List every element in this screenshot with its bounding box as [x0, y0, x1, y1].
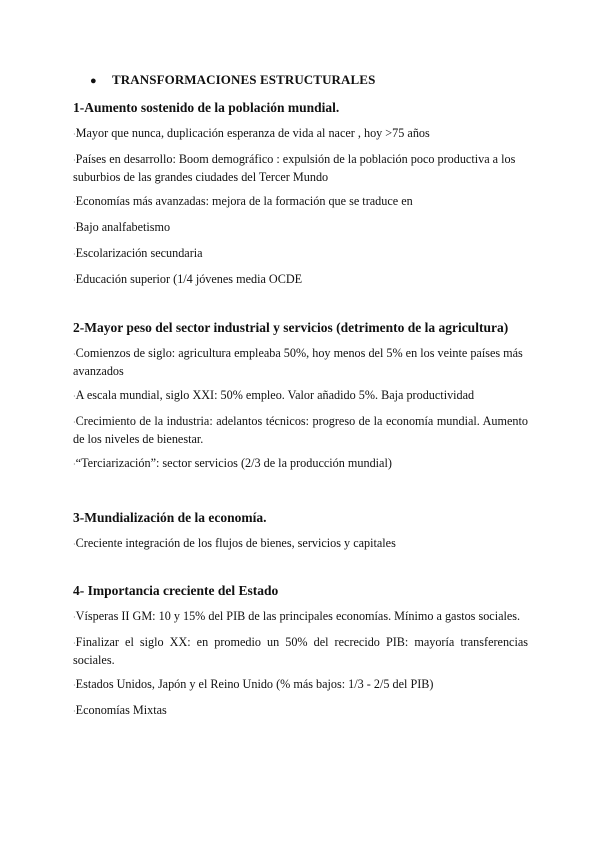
list-item	[73, 634, 528, 668]
item-text: A escala mundial, siglo XXI: 50% empleo. Valor añadido 5%. Baja productividad	[75, 388, 475, 402]
dot-icon: ·	[73, 156, 76, 165]
item-text: Comienzos de siglo: agricultura empleaba 50%, hoy menos del 5% en los veinte países más avanzados	[73, 346, 523, 378]
item-text: Estados Unidos, Japón y el Reino Unido (% más bajos: 1/3 - 2/5 del PIB)	[75, 677, 434, 691]
dot-icon: ·	[73, 707, 76, 716]
page-title	[90, 72, 375, 88]
list-item	[73, 193, 528, 211]
list-item	[73, 455, 528, 473]
dot-icon: ·	[73, 392, 76, 401]
list-item	[73, 608, 528, 626]
dot-icon: ·	[73, 418, 76, 427]
section-2	[73, 320, 528, 481]
list-item	[73, 413, 528, 447]
dot-icon: ·	[73, 639, 76, 648]
list-item	[73, 151, 528, 185]
dot-icon: ·	[73, 250, 76, 259]
section-3	[73, 510, 528, 561]
bullet-icon: ●	[90, 75, 97, 87]
list-item	[73, 245, 528, 263]
section-1	[73, 100, 528, 297]
list-item	[73, 219, 528, 237]
section-heading: 2-Mayor peso del sector industrial y servicios (detrimento de la agricultura)	[73, 320, 509, 335]
item-text: Creciente integración de los flujos de bienes, servicios y capitales	[75, 536, 396, 550]
item-text: Educación superior (1/4 jóvenes media OCDE	[75, 272, 303, 286]
item-text: Mayor que nunca, duplicación esperanza de vida al nacer , hoy >75 años	[75, 126, 430, 140]
list-item	[73, 702, 528, 720]
item-text: Escolarización secundaria	[75, 246, 203, 260]
dot-icon: ·	[73, 224, 76, 233]
list-item	[73, 345, 528, 379]
list-item	[73, 387, 528, 405]
item-text: Bajo analfabetismo	[75, 220, 171, 234]
item-text: Economías más avanzadas: mejora de la formación que se traduce en	[75, 194, 413, 208]
list-item	[73, 535, 528, 553]
list-item	[73, 271, 528, 289]
list-item	[73, 125, 528, 143]
section-heading: 1-Aumento sostenido de la población mundial.	[73, 100, 340, 115]
item-text: Economías Mixtas	[75, 703, 167, 717]
section-heading: 4- Importancia creciente del Estado	[73, 583, 279, 598]
section-heading: 3-Mundialización de la economía.	[73, 510, 267, 525]
item-text: Vísperas II GM: 10 y 15% del PIB de las principales economías. Mínimo a gastos sociales.	[75, 609, 521, 623]
dot-icon: ·	[73, 130, 76, 139]
list-item	[73, 676, 528, 694]
dot-icon: ·	[73, 198, 76, 207]
dot-icon: ·	[73, 681, 76, 690]
dot-icon: ·	[73, 276, 76, 285]
dot-icon: ·	[73, 540, 76, 549]
section-4	[73, 583, 528, 728]
item-text: Finalizar el siglo XX: en promedio un 50% del recrecido PIB: mayoría transferencias sociales.	[73, 635, 528, 667]
item-text: Crecimiento de la industria: adelantos técnicos: progreso de la economía mundial. Aumento de los niveles de bienestar.	[73, 414, 528, 446]
dot-icon: ·	[73, 460, 76, 469]
item-text: Países en desarrollo: Boom demográfico : expulsión de la población poco productiva a los suburbios de las grandes ciudades del Tercer Mundo	[73, 152, 516, 184]
title-text: TRANSFORMACIONES ESTRUCTURALES	[112, 72, 376, 87]
dot-icon: ·	[73, 350, 76, 359]
item-text: “Terciarización”: sector servicios (2/3 de la producción mundial)	[75, 456, 392, 470]
dot-icon: ·	[73, 613, 76, 622]
